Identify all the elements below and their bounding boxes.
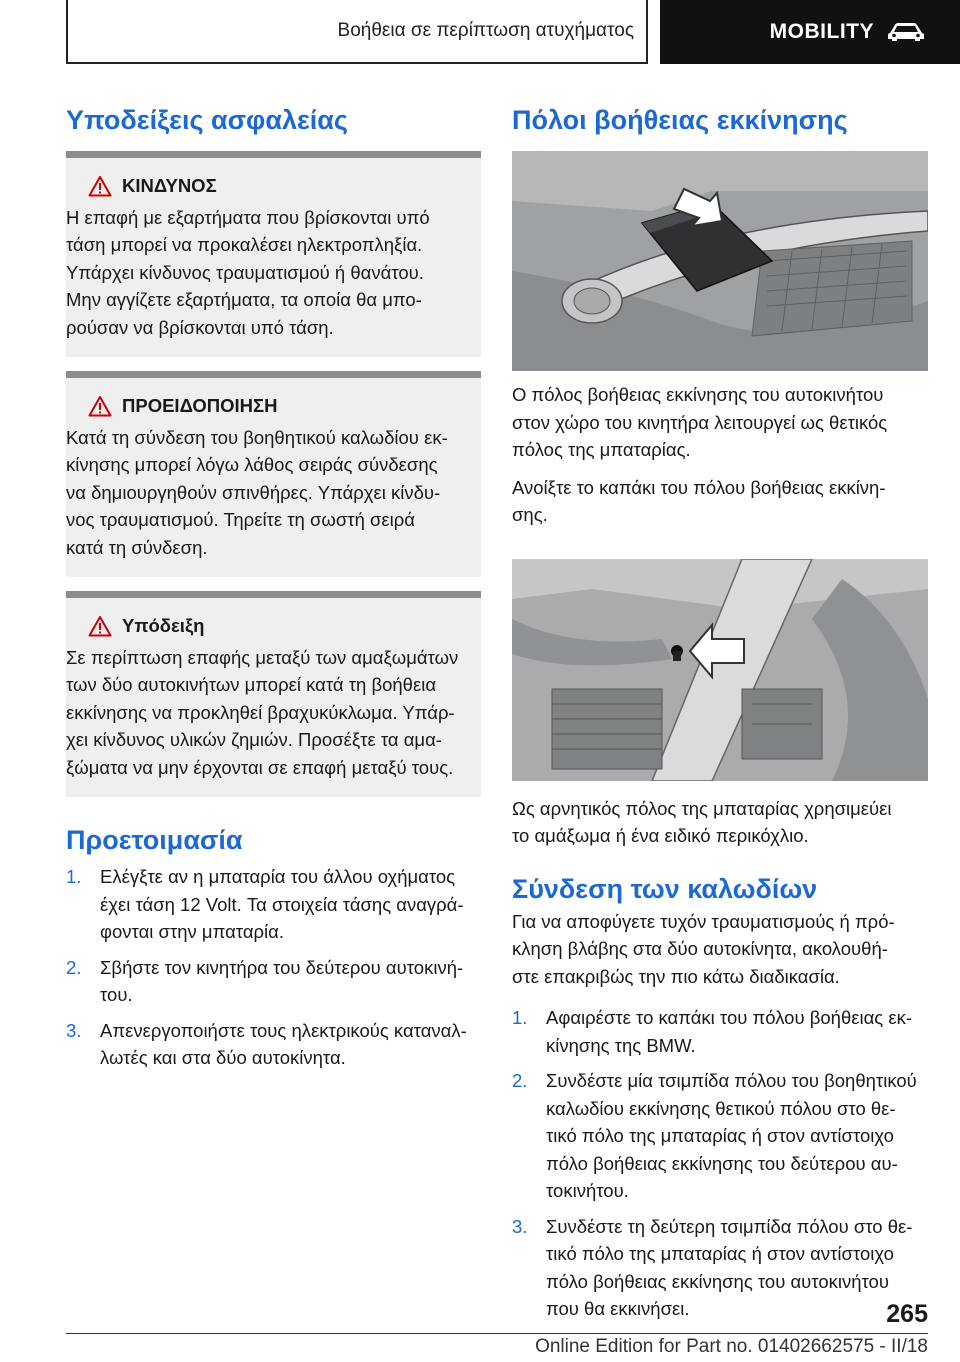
jump-start-poles-heading: Πόλοι βοήθειας εκκίνησης bbox=[512, 105, 848, 135]
step-line: φονται στην μπαταρία. bbox=[100, 921, 284, 942]
step-line: Συνδέστε τη δεύτερη τσιμπίδα πόλου στο θε- bbox=[546, 1215, 913, 1237]
step-line: πόλο βοήθειας εκκίνησης του δεύτερου αυ- bbox=[546, 1152, 898, 1174]
notice-line: Υπάρχει κίνδυνος τραυματισμού ή θανάτου. bbox=[66, 261, 424, 283]
step-line: έχει τάση 12 Volt. Τα στοιχεία τάσης αναγρά- bbox=[100, 893, 464, 915]
text-line: σης. bbox=[512, 504, 548, 525]
notice-text bbox=[66, 644, 481, 782]
cable-steps bbox=[512, 1004, 928, 1323]
list-item bbox=[66, 1017, 481, 1072]
notice-header bbox=[66, 392, 481, 420]
list-item bbox=[66, 863, 481, 946]
text-line: Ανοίξτε το καπάκι του πόλου βοήθειας εκκίνη- bbox=[512, 476, 886, 498]
warning-triangle-icon bbox=[88, 615, 112, 637]
notice-line: χει κίνδυνος υλικών ζημιών. Προσέξτε τα αμα- bbox=[66, 729, 442, 750]
step-number: 3. bbox=[66, 1019, 82, 1041]
notice-line: Κατά τη σύνδεση του βοηθητικού καλωδίου εκ- bbox=[66, 426, 448, 448]
safety-heading: Υποδείξεις ασφαλείας bbox=[66, 105, 348, 135]
step-text bbox=[100, 954, 481, 1009]
notice-line: νος τραυματισμού. Τηρείτε τη σωστή σειρά bbox=[66, 509, 415, 530]
preparation-heading: Προετοιμασία bbox=[66, 825, 243, 855]
text-line: Για να αποφύγετε τυχόν τραυματισμούς ή πρό- bbox=[512, 910, 895, 932]
engine-bay-negative-pole-figure bbox=[512, 559, 928, 781]
cable-connection-heading: Σύνδεση των καλωδίων bbox=[512, 873, 818, 904]
list-item bbox=[512, 1004, 928, 1059]
engine-bay-positive-pole-figure bbox=[512, 151, 928, 371]
notice-line: να δημιουργηθούν σπινθήρες. Υπάρχει κίνδυ- bbox=[66, 481, 441, 503]
notice-title: ΚΙΝΔΥΝΟΣ bbox=[122, 175, 217, 196]
warning-notice bbox=[66, 371, 481, 577]
open-cap-instruction bbox=[512, 474, 928, 529]
page-number: 265 bbox=[886, 1300, 928, 1328]
running-header-brand bbox=[660, 0, 960, 64]
text-line: Ως αρνητικός πόλος της μπαταρίας χρησιμεύει bbox=[512, 797, 892, 819]
preparation-steps bbox=[66, 863, 481, 1072]
step-line: καλωδίου εκκίνησης θετικού πόλου στο θε- bbox=[546, 1097, 896, 1119]
notice-title: ΠΡΟΕΙΔΟΠΟΙΗΣΗ bbox=[122, 395, 278, 416]
notice-line: τάση μπορεί να προκαλέσει ηλεκτροπληξία. bbox=[66, 234, 423, 255]
text-line: το αμάξωμα ή ένα ειδικό περικόχλιο. bbox=[512, 825, 809, 846]
left-column bbox=[66, 95, 481, 1080]
notice-header bbox=[66, 172, 481, 200]
running-header-section bbox=[66, 0, 648, 64]
notice-line: κατά τη σύνδεση. bbox=[66, 536, 208, 558]
notice-line: Η επαφή με εξαρτήματα που βρίσκονται υπό bbox=[66, 206, 430, 228]
notice-line: ρούσαν να βρίσκονται υπό τάση. bbox=[66, 316, 334, 338]
warning-triangle-icon bbox=[88, 175, 112, 197]
step-line: Αφαιρέστε το καπάκι του πόλου βοήθειας εκ- bbox=[546, 1007, 912, 1028]
notice-line: εκκίνησης να προκληθεί βραχυκύκλωμα. Υπάρ- bbox=[66, 701, 455, 723]
step-line: λωτές και στα δύο αυτοκίνητα. bbox=[100, 1047, 346, 1068]
step-line: του. bbox=[100, 984, 133, 1005]
step-line: που θα εκκινήσει. bbox=[546, 1298, 690, 1319]
notice-text bbox=[66, 424, 481, 562]
list-item bbox=[512, 1067, 928, 1205]
list-item bbox=[66, 954, 481, 1009]
step-number: 2. bbox=[512, 1070, 528, 1091]
footer-divider bbox=[66, 1333, 928, 1334]
engine-bay-illustration bbox=[512, 151, 928, 371]
step-line: τικό πόλο της μπαταρίας ή στον αντίστοιχο bbox=[546, 1125, 894, 1146]
step-line: τοκινήτου. bbox=[546, 1180, 629, 1201]
step-line: Συνδέστε μία τσιμπίδα πόλου του βοηθητικού bbox=[546, 1070, 917, 1091]
notice-line: ξώματα να μην έρχονται σε επαφή μεταξύ τους. bbox=[66, 756, 454, 778]
notice-line: των δύο αυτοκινήτων μπορεί κατά τη βοήθεια bbox=[66, 674, 437, 695]
brand-label: MOBILITY bbox=[769, 20, 874, 43]
step-text bbox=[100, 1017, 481, 1072]
step-number: 2. bbox=[66, 956, 82, 978]
step-line: πόλο βοήθειας εκκίνησης του αυτοκινήτου bbox=[546, 1270, 889, 1292]
step-line: Ελέγξτε αν η μπαταρία του άλλου οχήματος bbox=[100, 866, 456, 887]
engine-bay-illustration bbox=[512, 559, 928, 781]
step-number: 3. bbox=[512, 1215, 528, 1237]
negative-pole-description bbox=[512, 795, 928, 850]
notice-line: Σε περίπτωση επαφής μεταξύ των αμαξωμάτων bbox=[66, 646, 459, 668]
step-text bbox=[100, 863, 481, 946]
step-line: κίνησης της BMW. bbox=[546, 1034, 696, 1056]
text-line: Ο πόλος βοήθειας εκκίνησης του αυτοκινήτου bbox=[512, 384, 884, 405]
edition-info: Online Edition for Part no. 01402662575 - II/18 bbox=[535, 1336, 928, 1357]
step-text bbox=[546, 1067, 928, 1205]
car-icon bbox=[886, 21, 926, 43]
text-line: κληση βλάβης στα δύο αυτοκίνητα, ακολουθή- bbox=[512, 938, 888, 959]
hint-notice bbox=[66, 591, 481, 797]
text-line: στον χώρο του κινητήρα λειτουργεί ως θετικός bbox=[512, 411, 888, 433]
section-title: Βοήθεια σε περίπτωση ατυχήματος bbox=[337, 20, 634, 41]
positive-pole-description bbox=[512, 381, 928, 464]
notice-line: κίνησης μπορεί λόγω λάθος σειράς σύνδεσης bbox=[66, 454, 438, 475]
step-line: τικό πόλο της μπαταρίας ή στον αντίστοιχο bbox=[546, 1243, 894, 1264]
notice-header bbox=[66, 612, 481, 640]
cable-intro bbox=[512, 908, 928, 991]
text-line: στε επακριβώς την πιο κάτω διαδικασία. bbox=[512, 965, 840, 987]
step-number: 1. bbox=[512, 1007, 528, 1028]
step-line: Σβήστε τον κινητήρα του δεύτερου αυτοκινή- bbox=[100, 956, 464, 978]
notice-line: Μην αγγίζετε εξαρτήματα, τα οποία θα μπο- bbox=[66, 289, 422, 310]
notice-title: Υπόδειξη bbox=[122, 615, 205, 636]
text-line: πόλος της μπαταρίας. bbox=[512, 439, 691, 460]
step-number: 1. bbox=[66, 866, 82, 887]
danger-notice bbox=[66, 151, 481, 357]
step-line: Απενεργοποιήστε τους ηλεκτρικούς καταναλ- bbox=[100, 1019, 467, 1041]
step-text bbox=[546, 1004, 928, 1059]
warning-triangle-icon bbox=[88, 395, 112, 417]
notice-text bbox=[66, 204, 481, 342]
right-column bbox=[512, 95, 928, 1331]
